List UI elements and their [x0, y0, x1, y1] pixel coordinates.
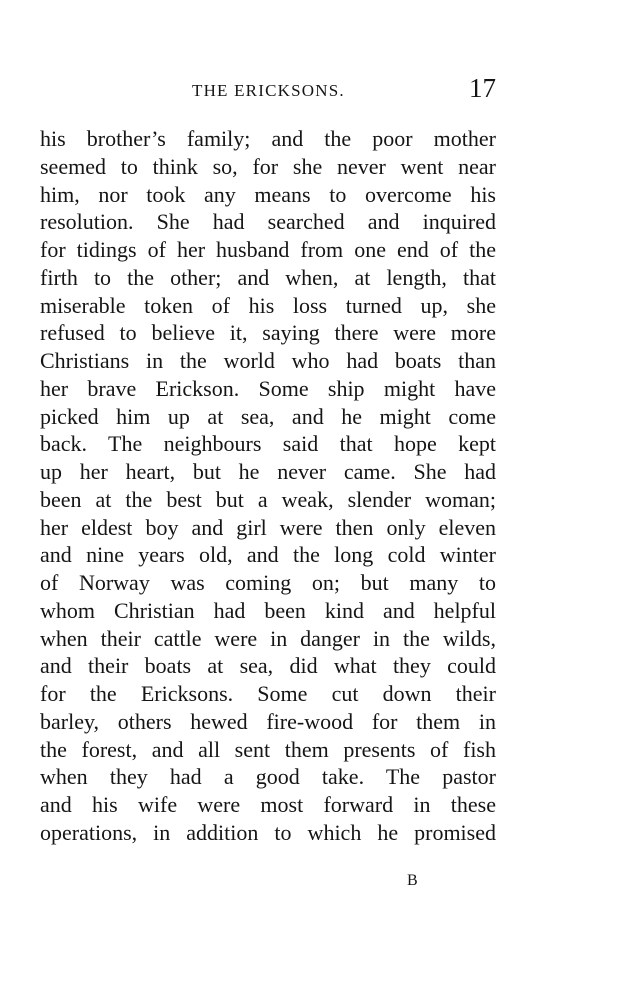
- text-line: operations, in addition to which he promised: [40, 819, 496, 845]
- text-line: up her heart, but he never came. She had: [40, 459, 496, 484]
- text-line: firth to the other; and when, at length, that: [40, 264, 496, 290]
- text-line: him, nor took any means to overcome his: [40, 181, 496, 207]
- text-line: and their boats at sea, did what they could: [40, 653, 496, 679]
- signature-mark: B: [407, 872, 419, 889]
- text-line: whom Christian had been kind and helpful: [40, 597, 496, 623]
- text-line: picked him up at sea, and he might come: [40, 403, 496, 429]
- text-line: for tidings of her husband from one end of the: [40, 237, 496, 262]
- text-line: when their cattle were in danger in the wilds,: [40, 625, 496, 651]
- running-head: [40, 73, 496, 103]
- text-line: been at the best but a weak, slender woman;: [40, 486, 496, 512]
- body-text: [40, 125, 496, 847]
- text-line: his brother’s family; and the poor mother: [40, 126, 496, 151]
- text-line: for the Ericksons. Some cut down their: [40, 681, 496, 706]
- text-line: the forest, and all sent them presents of fish: [40, 736, 496, 762]
- text-line: of Norway was coming on; but many to: [40, 570, 496, 595]
- text-line: refused to believe it, saying there were more: [40, 320, 496, 346]
- text-line: Christians in the world who had boats than: [40, 348, 496, 373]
- text-line: barley, others hewed fire-wood for them in: [40, 708, 496, 734]
- running-title: THE ERICKSONS.: [192, 81, 345, 100]
- text-line: when they had a good take. The pastor: [40, 764, 496, 790]
- text-line: and nine years old, and the long cold winter: [40, 542, 496, 568]
- page-number: 17: [469, 73, 496, 103]
- text-line: back. The neighbours said that hope kept: [40, 431, 496, 457]
- text-line: miserable token of his loss turned up, she: [40, 292, 496, 318]
- text-line: her eldest boy and girl were then only eleven: [40, 514, 496, 540]
- text-line: and his wife were most forward in these: [40, 792, 496, 817]
- text-line: seemed to think so, for she never went near: [40, 153, 496, 179]
- text-line: her brave Erickson. Some ship might have: [40, 375, 496, 401]
- text-line: resolution. She had searched and inquired: [40, 209, 496, 235]
